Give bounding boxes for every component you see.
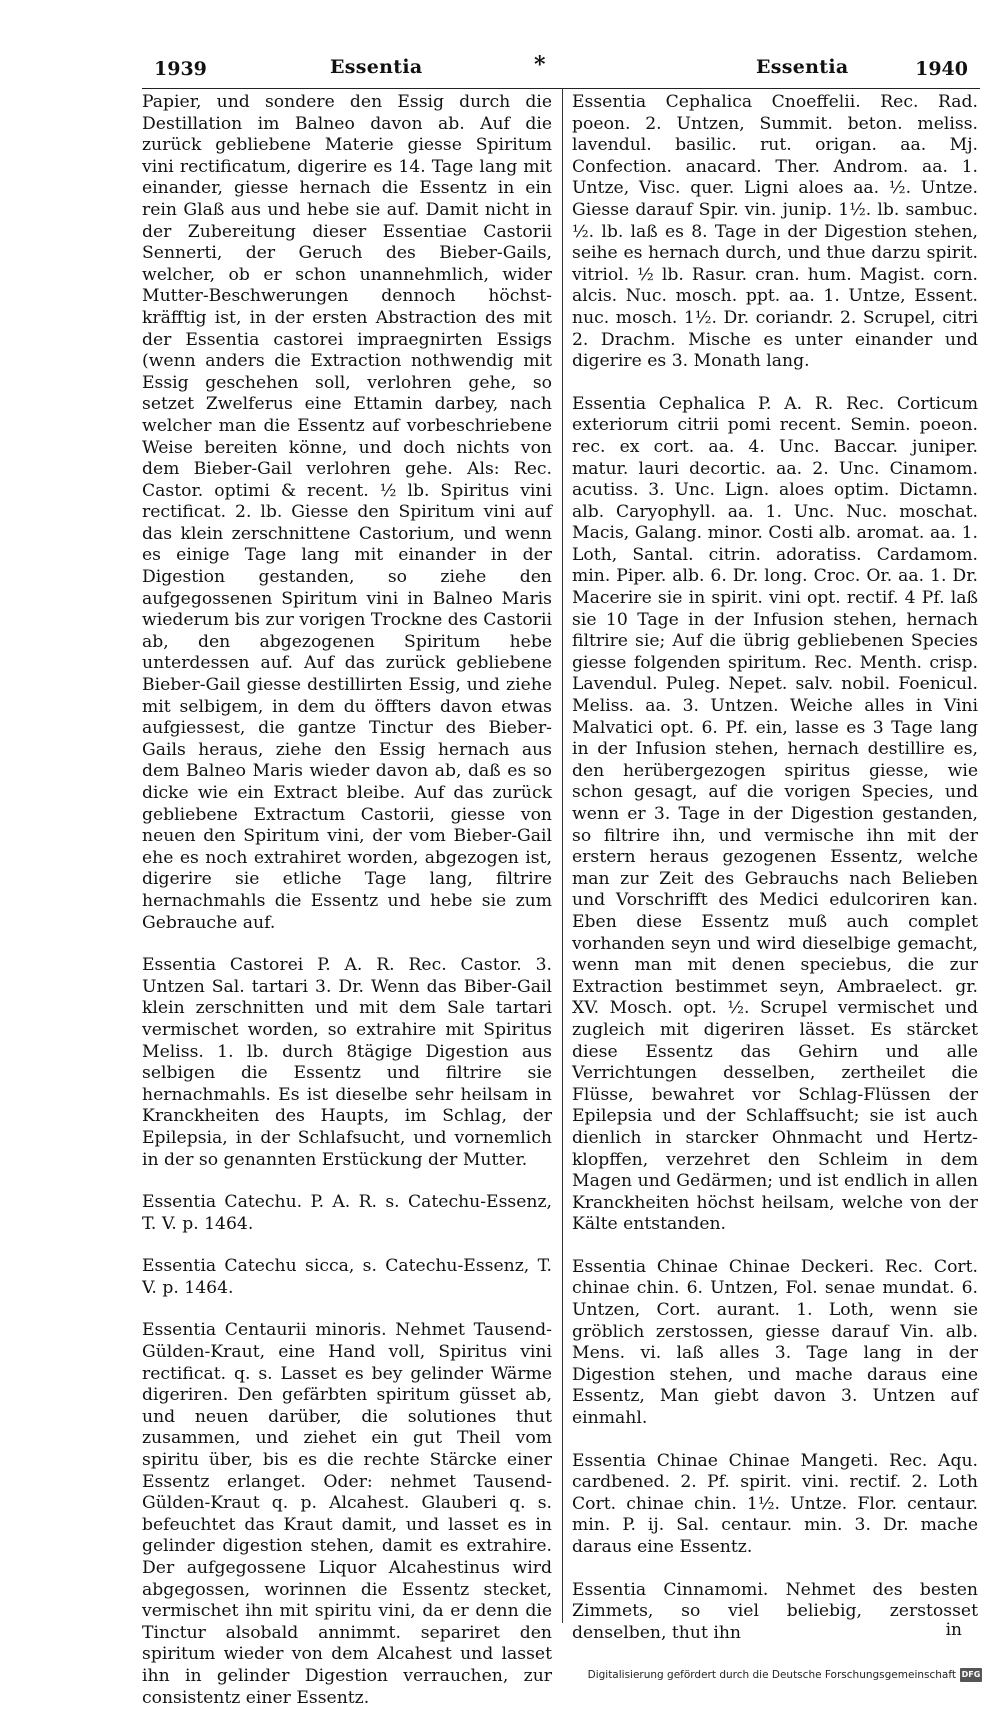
catchword: in xyxy=(945,1620,962,1640)
entry-essentia-centaurii: Essentia Centaurii minoris. Nehmet Tausend-Gülden-Kraut, eine Hand voll, Spiritus vini rectificat. q. s. Lasset es bey gelinder Wärme digeriren. Den gefärbten spiritum güsset ab, und neuen darüber, die solutiones thut zusammen, und ziehet ein gut Theil vom spiritu über, bis es die rechte Stärcke einer Essentz erlanget. Oder: nehmet Tausend-Gülden-Kraut q. p. Alcahest. Glauberi q. s. befeuchtet das Kraut damit, und lasset es in gelinder digestion stehen, damit es extrahire. Der aufgegossene Liquor Alcahestinus wird abgegossen, worinnen die Essentz stecket, vermischet ihn mit spiritu vini, da er denn die Tinctur alsobald annimmt. separiret den spiritum wieder von dem Alcahest und lasset ihn in gelinder Digestion verrauchen, zur consistentz einer Essentz. xyxy=(142,1320,552,1708)
entry-essentia-catechu: Essentia Catechu. P. A. R. s. Catechu-Essenz, T. V. p. 1464. xyxy=(142,1192,552,1234)
column-divider xyxy=(562,88,563,1623)
left-page-number: 1939 xyxy=(154,58,207,80)
page-header xyxy=(142,52,982,88)
dfg-logo-icon: DFG xyxy=(960,1668,982,1682)
right-column xyxy=(572,92,978,1644)
entry-essentia-cephalica-par: Essentia Cephalica P. A. R. Rec. Corticum exteriorum citrii pomi recent. Semin. poeon. rec. ex cort. aa. 4. Unc. Baccar. juniper. matur. lauri decortic. aa. 2. Unc. Cinamom. acutiss. 3. Unc. Lign. aloes optim. Dictamn. alb. Caryophyll. aa. 1. Unc. Nuc. moschat. Macis, Galang. minor. Costi alb. aromat. aa. 1. Loth, Santal. citrin. adoratiss. Cardamom. min. Piper. alb. 6. Dr. long. Croc. Or. aa. 1. Dr. Macerire sie in spirit. vini opt. rectif. 4 Pf. laß sie 10 Tage in der Infusion stehen, hernach filtrire sie; Auf die übrig gebliebenen Species giesse folgenden spiritum. Rec. Menth. crisp. Lavendul. Puleg. Nepet. salv. nobil. Foenicul. Meliss. aa. 3. Untzen. Weiche alles in Vini Malvatici opt. 6. Pf. ein, lasse es 3 Tage lang in der Infusion stehen, hernach destillire es, den herübergezogen spiritus giesse, wie schon gesagt, auf die vorigen Species, und wenn er 3. Tage in der Digestion gestanden, so filtrire ihn, und vermische ihn mit der erstern heraus gezogenen Essentz, welche man zur Zeit des Gebrauchs nach Belieben und Vorschrifft des Medici edulcoriren kan. Eben diese Essentz muß auch complet vorhanden seyn und wird dieselbige gemacht, wenn man mit denen speciebus, die zur Extraction bestimmet seyn, Ambraelect. gr. XV. Mosch. opt. ½. Scrupel vermischet und zugleich mit digeriren lässet. Es stärcket diese Essentz das Gehirn und alle Verrichtungen desselben, zertheilet die Flüsse, bewahret vor Schlag-Flüssen der Epilepsia und der Schlaffsucht; sie ist auch dienlich in starcker Ohnmacht und Hertz-klopffen, verzehret den Schleim in dem Magen und Gedärmen; und ist endlich in allen Kranckheiten höchst heilsam, welche von der Kälte entstanden. xyxy=(572,393,978,1235)
entry-essentia-chinae-mangeti: Essentia Chinae Chinae Mangeti. Rec. Aqu. cardbened. 2. Pf. spirit. vini. rectif. 2. Loth Cort. chinae chin. 1½. Untze. Flor. centaur. min. P. ij. Sal. centaur. min. 3. Dr. mache daraus eine Essentz. xyxy=(572,1450,978,1557)
right-column-title: Essentia xyxy=(756,56,849,78)
entry-essentia-cinnamomi: Essentia Cinnamomi. Nehmet des besten Zimmets, so viel beliebig, zerstosset denselben, thut ihn xyxy=(572,1579,978,1643)
left-column-title: Essentia xyxy=(330,56,423,78)
right-page-number: 1940 xyxy=(915,58,968,80)
header-asterisk: * xyxy=(534,52,546,78)
entry-essentia-castorei: Essentia Castorei P. A. R. Rec. Castor. 3. Untzen Sal. tartari 3. Dr. Wenn das Biber-Gail klein zerschnitten und mit dem Sale tartari vermischet worden, so extrahire mit Spiritus Meliss. 1. lb. durch 8tägige Digestion aus selbigen die Essentz und filtrire sie hernachmahls. Es ist dieselbe sehr heilsam in Kranckheiten des Haupts, im Schlag, der Epilepsia, in der Schlafsucht, und vornemlich in der so genannten Erstückung der Mutter. xyxy=(142,955,552,1170)
entry-essentia-catechu-sicca: Essentia Catechu sicca, s. Catechu-Essenz, T. V. p. 1464. xyxy=(142,1256,552,1298)
digitization-footer xyxy=(588,1668,982,1682)
entry-essentia-chinae-deckeri: Essentia Chinae Chinae Deckeri. Rec. Cort. chinae chin. 6. Untzen, Fol. senae mundat. 6. Untzen, Cort. aurant. 1. Loth, wenn sie gröblich zerstossen, giesse darauf Vin. alb. Mens. vi. laß alles 3. Tage lang in der Digestion stehen, und mache daraus eine Essentz, Man giebt davon 3. Untzen auf einmahl. xyxy=(572,1256,978,1429)
footer-text: Digitalisierung gefördert durch die Deutsche Forschungsgemeinschaft xyxy=(587,1669,956,1681)
left-column xyxy=(142,92,552,1709)
entry-castorii-continued: Papier, und sondere den Essig durch die Destillation im Balneo davon ab. Auf die zurück gebliebene Materie giesse Spiritum vini rectificatum, digerire es 14. Tage lang mit einander, giesse hernach die Essentz in ein rein Glaß aus und hebe sie auf. Damit nicht in der Zubereitung dieser Essentiae Castorii Sennerti, der Geruch des Bieber-Gails, welcher, ob er schon unannehmlich, wider Mutter-Beschwerungen dennoch höchst-kräfftig ist, in der ersten Abstraction des mit der Essentia castorei impraegnirten Essigs (wenn anders die Extraction nothwendig mit Essig geschehen soll, verlohren gehe, so setzet Zwelferus eine Ettamin darbey, nach welcher man die Essentz auf vorbeschriebene Weise bereiten könne, und doch nichts von dem Bieber-Gail verlohren gehe. Als: Rec. Castor. optimi & recent. ½ lb. Spiritus vini rectificat. 2. lb. Giesse den Spiritum vini auf das klein zerschnittene Castorium, und wenn es einige Tage lang mit einander in der Digestion gestanden, so ziehe den aufgegossenen Spiritum vini in Balneo Maris wiederum bis zur vorigen Trockne des Castorii ab, den abgezogenen Spiritum hebe unterdessen auf. Auf das zurück gebliebene Bieber-Gail giesse destillirten Essig, und ziehe mit selbigem, in dem du öffters davon etwas aufgiessest, die gantze Tinctur des Bieber-Gails heraus, ziehe den Essig hernach aus dem Balneo Maris wieder davon ab, daß es so dicke wie ein Extract bleibe. Auf das zurück gebliebene Extractum Castorii, giesse von neuen den Spiritum vini, der vom Bieber-Gail ehe es noch extrahiret worden, abgezogen ist, digerire sie etliche Tage lang, filtrire hernachmahls die Essentz und hebe sie zum Gebrauche auf. xyxy=(142,92,552,933)
header-rule xyxy=(142,88,980,89)
entry-essentia-cephalica-cnoeffelii: Essentia Cephalica Cnoeffelii. Rec. Rad. poeon. 2. Untzen, Summit. beton. meliss. lavendul. basilic. rut. origan. aa. Mj. Confection. anacard. Ther. Androm. aa. 1. Untze, Visc. quer. Ligni aloes aa. ½. Untze. Giesse darauf Spir. vin. junip. 1½. lb. sambuc. ½. lb. laß es 8. Tage in der Digestion stehen, seihe es hernach durch, und thue darzu spirit. vitriol. ½ lb. Rasur. cran. hum. Magist. corn. alcis. Nuc. mosch. ppt. aa. 1. Untze, Essent. nuc. mosch. 1½. Dr. coriandr. 2. Scrupel, citri 2. Drachm. Mische es unter einander und digerire es 3. Monath lang. xyxy=(572,92,978,372)
